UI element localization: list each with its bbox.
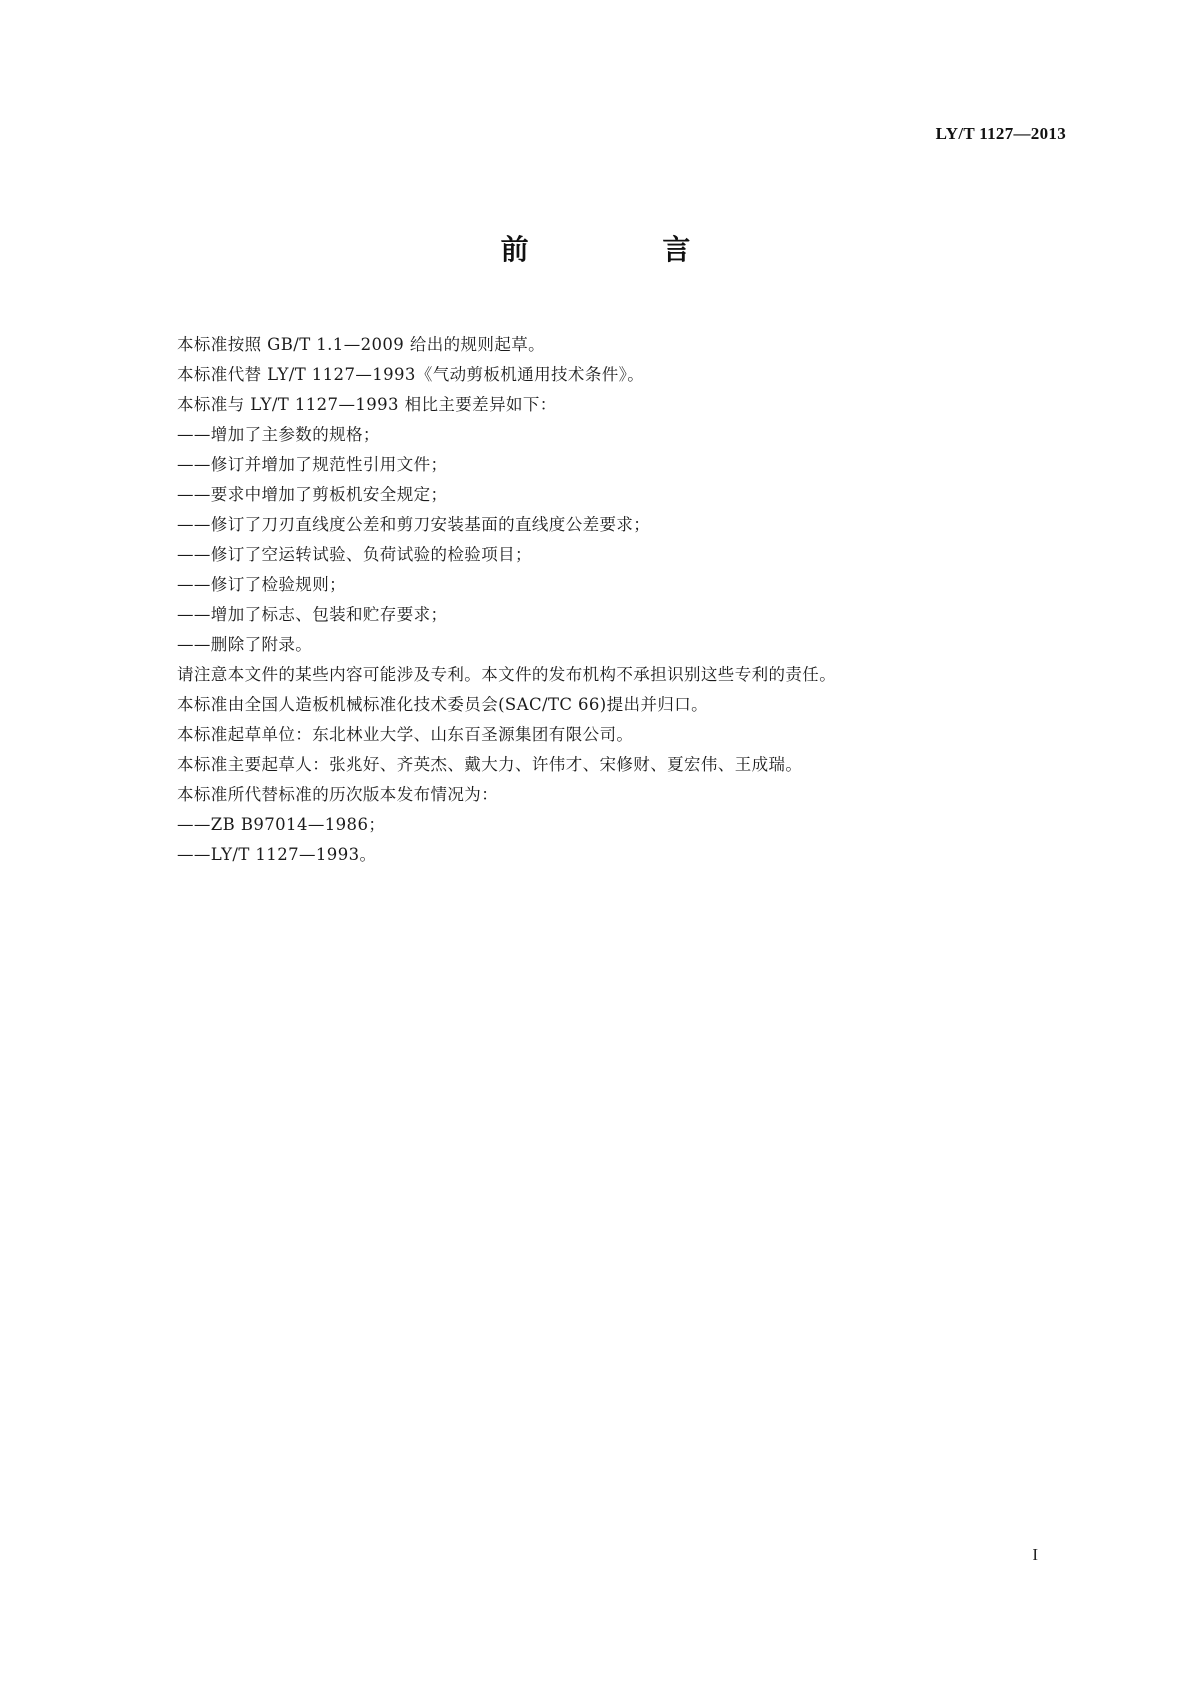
list-item: ——LY/T 1127—1993。 bbox=[177, 845, 377, 864]
standard-code: LY/T 1127—2013 bbox=[935, 124, 1066, 143]
paragraph-replaces: 本标准代替 LY/T 1127—1993《气动剪板机通用技术条件》。 bbox=[177, 365, 645, 384]
paragraph-patent-notice: 请注意本文件的某些内容可能涉及专利。本文件的发布机构不承担识别这些专利的责任。 bbox=[177, 665, 837, 684]
list-item: ——修订了空运转试验、负荷试验的检验项目； bbox=[177, 545, 532, 564]
page-number: I bbox=[1032, 1545, 1038, 1564]
foreword-body bbox=[177, 330, 1037, 870]
paragraph-differences-intro: 本标准与 LY/T 1127—1993 相比主要差异如下： bbox=[177, 395, 557, 414]
list-item: ——删除了附录。 bbox=[177, 635, 313, 654]
paragraph-drafting-units: 本标准起草单位：东北林业大学、山东百圣源集团有限公司。 bbox=[177, 725, 634, 744]
list-item: ——修订并增加了规范性引用文件； bbox=[177, 455, 448, 474]
paragraph-drafters: 本标准主要起草人：张兆好、齐英杰、戴大力、许伟才、宋修财、夏宏伟、王成瑞。 bbox=[177, 755, 803, 774]
list-item: ——增加了标志、包装和贮存要求； bbox=[177, 605, 448, 624]
paragraph-proposer: 本标准由全国人造板机械标准化技术委员会(SAC/TC 66)提出并归口。 bbox=[177, 695, 709, 714]
paragraph-drafting-rules: 本标准按照 GB/T 1.1—2009 给出的规则起草。 bbox=[177, 335, 546, 354]
paragraph-history-intro: 本标准所代替标准的历次版本发布情况为： bbox=[177, 785, 499, 804]
list-item: ——要求中增加了剪板机安全规定； bbox=[177, 485, 448, 504]
list-item: ——增加了主参数的规格； bbox=[177, 425, 380, 444]
list-item: ——修订了检验规则； bbox=[177, 575, 346, 594]
list-item: ——修订了刀刃直线度公差和剪刀安装基面的直线度公差要求； bbox=[177, 515, 651, 534]
list-item: ——ZB B97014—1986； bbox=[177, 815, 386, 834]
page-title: 前 言 bbox=[500, 233, 753, 266]
